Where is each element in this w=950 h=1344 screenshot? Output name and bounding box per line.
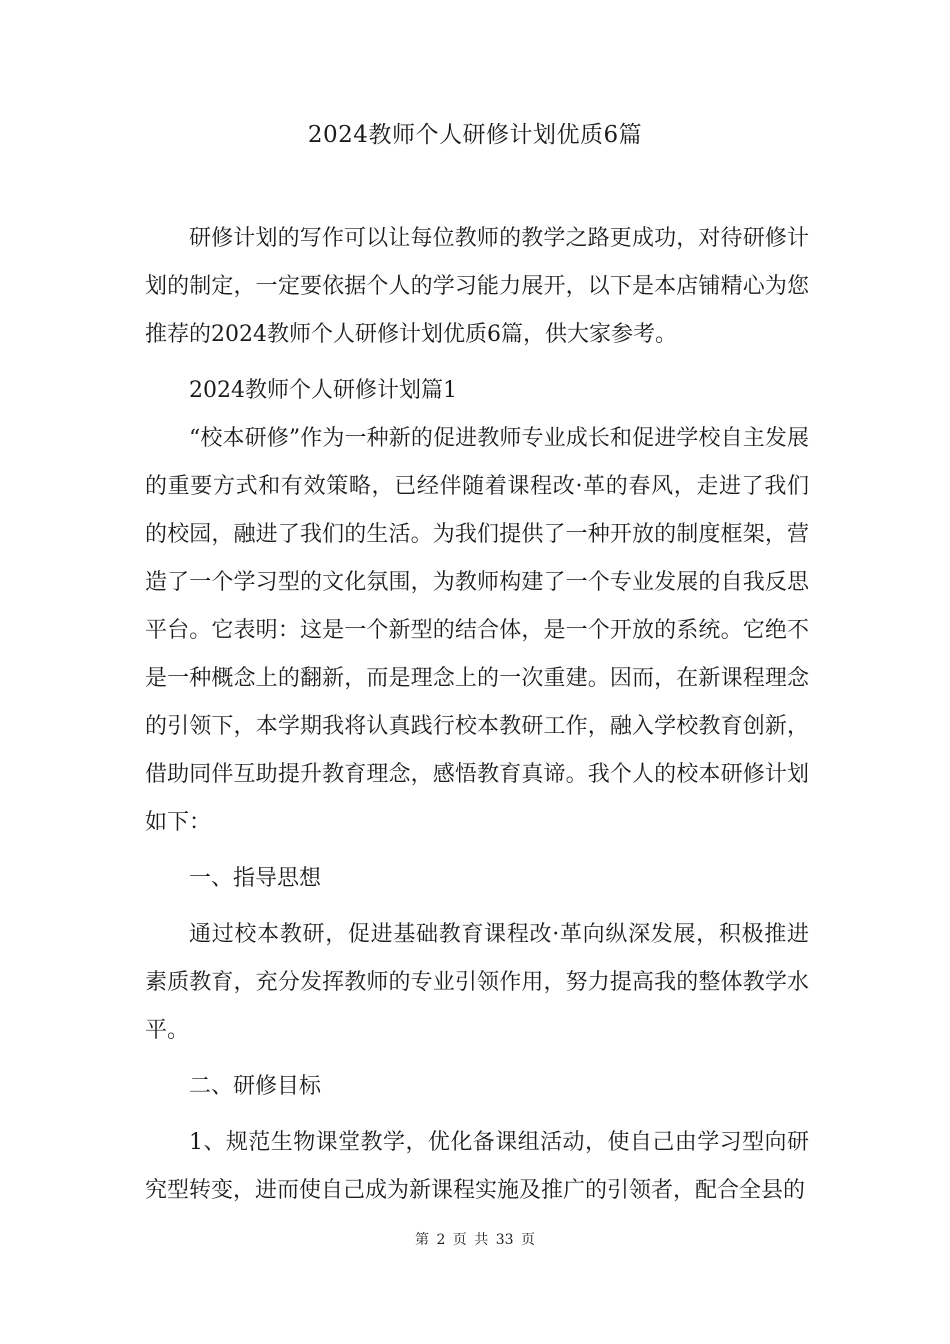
body-paragraph: 1、规范生物课堂教学，优化备课组活动，使自己由学习型向研究型转变，进而使自己成为新课程实施及推广的引领者，配合全县的	[145, 1130, 809, 1203]
intro-paragraph: 研修计划的写作可以让每位教师的教学之路更成功，对待研修计划的制定，一定要依据个人的学习能力展开，以下是本店铺精心为您推荐的2024教师个人研修计划优质6篇，供大家参考。	[145, 226, 809, 347]
section-heading-part1: 2024教师个人研修计划篇1	[189, 378, 457, 403]
page-footer: 第 2 页 共 33 页	[415, 1232, 535, 1248]
document-body	[145, 215, 809, 1215]
body-paragraph: “校本研修”作为一种新的促进教师专业成长和促进学校自主发展的重要方式和有效策略，已经伴随着课程改·革的春风，走进了我们的校园，融进了我们的生活。为我们提供了一种开放的制度框架，营造了一个学习型的文化氛围，为教师构建了一个专业发展的自我反思平台。它表明：这是一个新型的结合体，是一个开放的系统。它绝不是一种概念上的翻新，而是理念上的一次重建。因而，在新课程理念的引领下，本学期我将认真践行校本教研工作，融入学校教育创新，借助同伴互助提升教育理念，感悟教育真谛。我个人的校本研修计划如下：	[145, 426, 809, 835]
subsection-heading-goals: 二、研修目标	[189, 1074, 322, 1099]
subsection-heading-guiding-ideology: 一、指导思想	[189, 866, 322, 891]
body-paragraph: 通过校本教研，促进基础教育课程改·革向纵深发展，积极推进素质教育，充分发挥教师的专业引领作用，努力提高我的整体教学水平。	[145, 922, 809, 1043]
document-title: 2024教师个人研修计划优质6篇	[307, 122, 643, 148]
